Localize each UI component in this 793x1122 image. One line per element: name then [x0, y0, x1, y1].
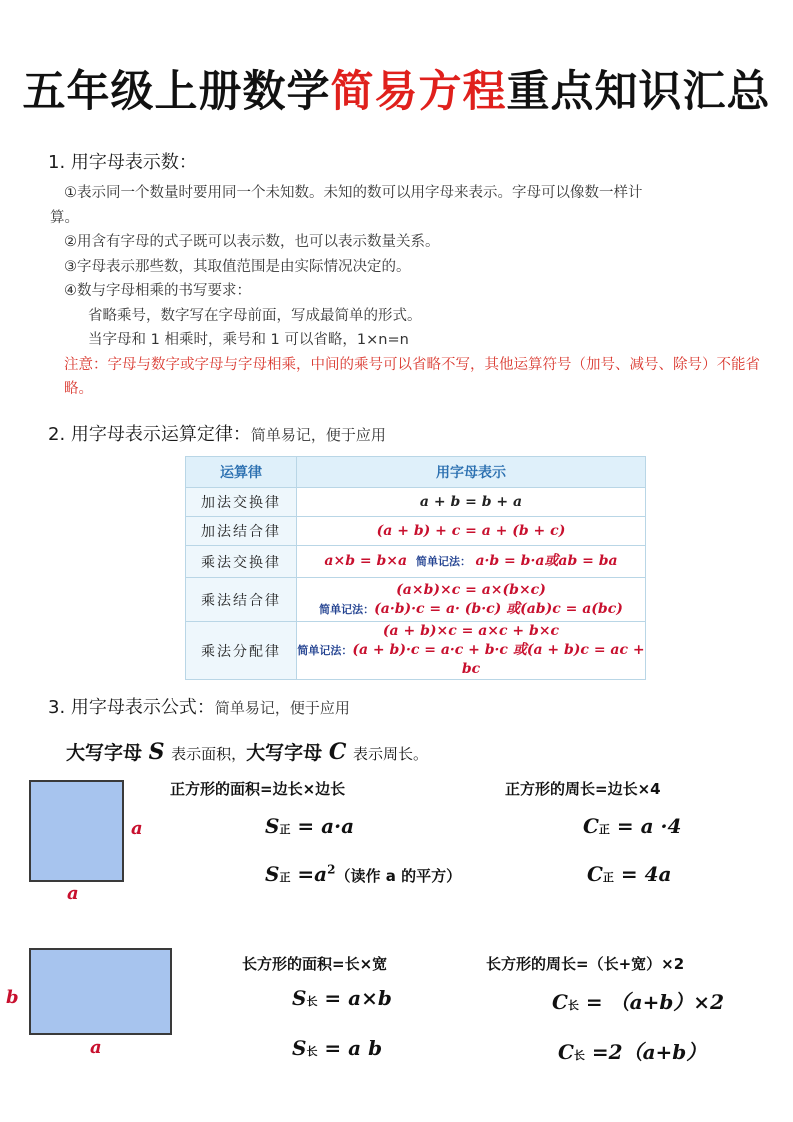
- table-header-row: [186, 457, 646, 488]
- rectangle-figure: [29, 948, 172, 1035]
- table-row: 加法结合律 (a + b) + c = a + (b + c): [186, 517, 646, 546]
- table-header-expression: 用字母表示: [297, 457, 646, 488]
- table-header-law: 运算律: [186, 457, 297, 488]
- item-1-cont: 算。: [50, 209, 79, 226]
- rectangle-side-bottom-label: a: [90, 1037, 102, 1058]
- square-area-formula-1: S正 = a·a: [265, 814, 355, 838]
- rectangle-perimeter-formula-2: C长 =2（a+b）: [558, 1040, 707, 1064]
- square-side-right-label: a: [131, 818, 143, 839]
- note: 注意：字母与数字或字母与字母相乘，中间的乘号可以省略不写，其他运算符号（加号、减号、除号）不能省略。: [64, 356, 760, 397]
- square-side-bottom-label: a: [67, 883, 79, 904]
- table-row: 加法交换律 a + b = b + a: [186, 488, 646, 517]
- section1-heading: 1. 用字母表示数：: [48, 152, 197, 173]
- formula-intro: 大写字母 S 表示面积，大写字母 C 表示周长。: [66, 739, 428, 765]
- rectangle-perimeter-title: 长方形的周长=（长+宽）×2: [486, 955, 685, 973]
- table-row: 乘法交换律 a×b = b×a 简单记法： a·b = b·a或ab = ba: [186, 546, 646, 578]
- table-row: 乘法结合律 (a×b)×c = a×(b×c) 简单记法：(a·b)·c = a· (b·c) 或(ab)c = a(bc): [186, 578, 646, 622]
- item-1: ①表示同一个数量时要用同一个未知数。未知的数可以用字母来表示。字母可以像数一样计: [64, 185, 643, 201]
- section2-heading: 2. 用字母表示运算定律：简单易记，便于应用: [48, 424, 386, 445]
- title-highlight: 简易方程: [330, 67, 507, 117]
- square-figure: [29, 780, 124, 882]
- rectangle-area-title: 长方形的面积=长×宽: [242, 955, 388, 973]
- square-perimeter-formula-2: C正 = 4a: [587, 862, 672, 886]
- section1-body: [50, 181, 780, 402]
- item-4: ④数与字母相乘的书写要求：: [64, 283, 251, 299]
- page-title: 五年级上册数学简易方程重点知识汇总: [22, 67, 771, 117]
- square-perimeter-formula-1: C正 = a ·4: [583, 814, 682, 838]
- table-row: 乘法分配律 (a + b)×c = a×c + b×c 简单记法：(a + b)·c = a·c + b·c 或(a + b)c = ac + bc: [186, 622, 646, 680]
- rectangle-perimeter-formula-1: C长 = （a+b）×2: [552, 990, 724, 1014]
- item-4-rule2: 当字母和 1 相乘时，乘号和 1 可以省略，1×n=n: [88, 332, 409, 348]
- item-4-rule1: 省略乘号，数字写在字母前面，写成最简单的形式。: [88, 307, 422, 324]
- section3-heading: 3. 用字母表示公式：简单易记，便于应用: [48, 697, 350, 718]
- operation-law-table: [185, 456, 646, 680]
- item-3: ③字母表示那些数，其取值范围是由实际情况决定的。: [64, 258, 411, 275]
- square-area-title: 正方形的面积=边长×边长: [170, 780, 346, 798]
- rectangle-area-formula-2: S长 = a b: [292, 1036, 383, 1060]
- square-area-formula-2: S正 $=a^2$（读作 a 的平方）: [265, 862, 462, 886]
- rectangle-side-left-label: b: [6, 987, 19, 1008]
- item-2: ②用含有字母的式子既可以表示数，也可以表示数量关系。: [64, 234, 440, 250]
- square-perimeter-title: 正方形的周长=边长×4: [505, 780, 661, 798]
- rectangle-area-formula-1: S长 = a×b: [292, 986, 392, 1010]
